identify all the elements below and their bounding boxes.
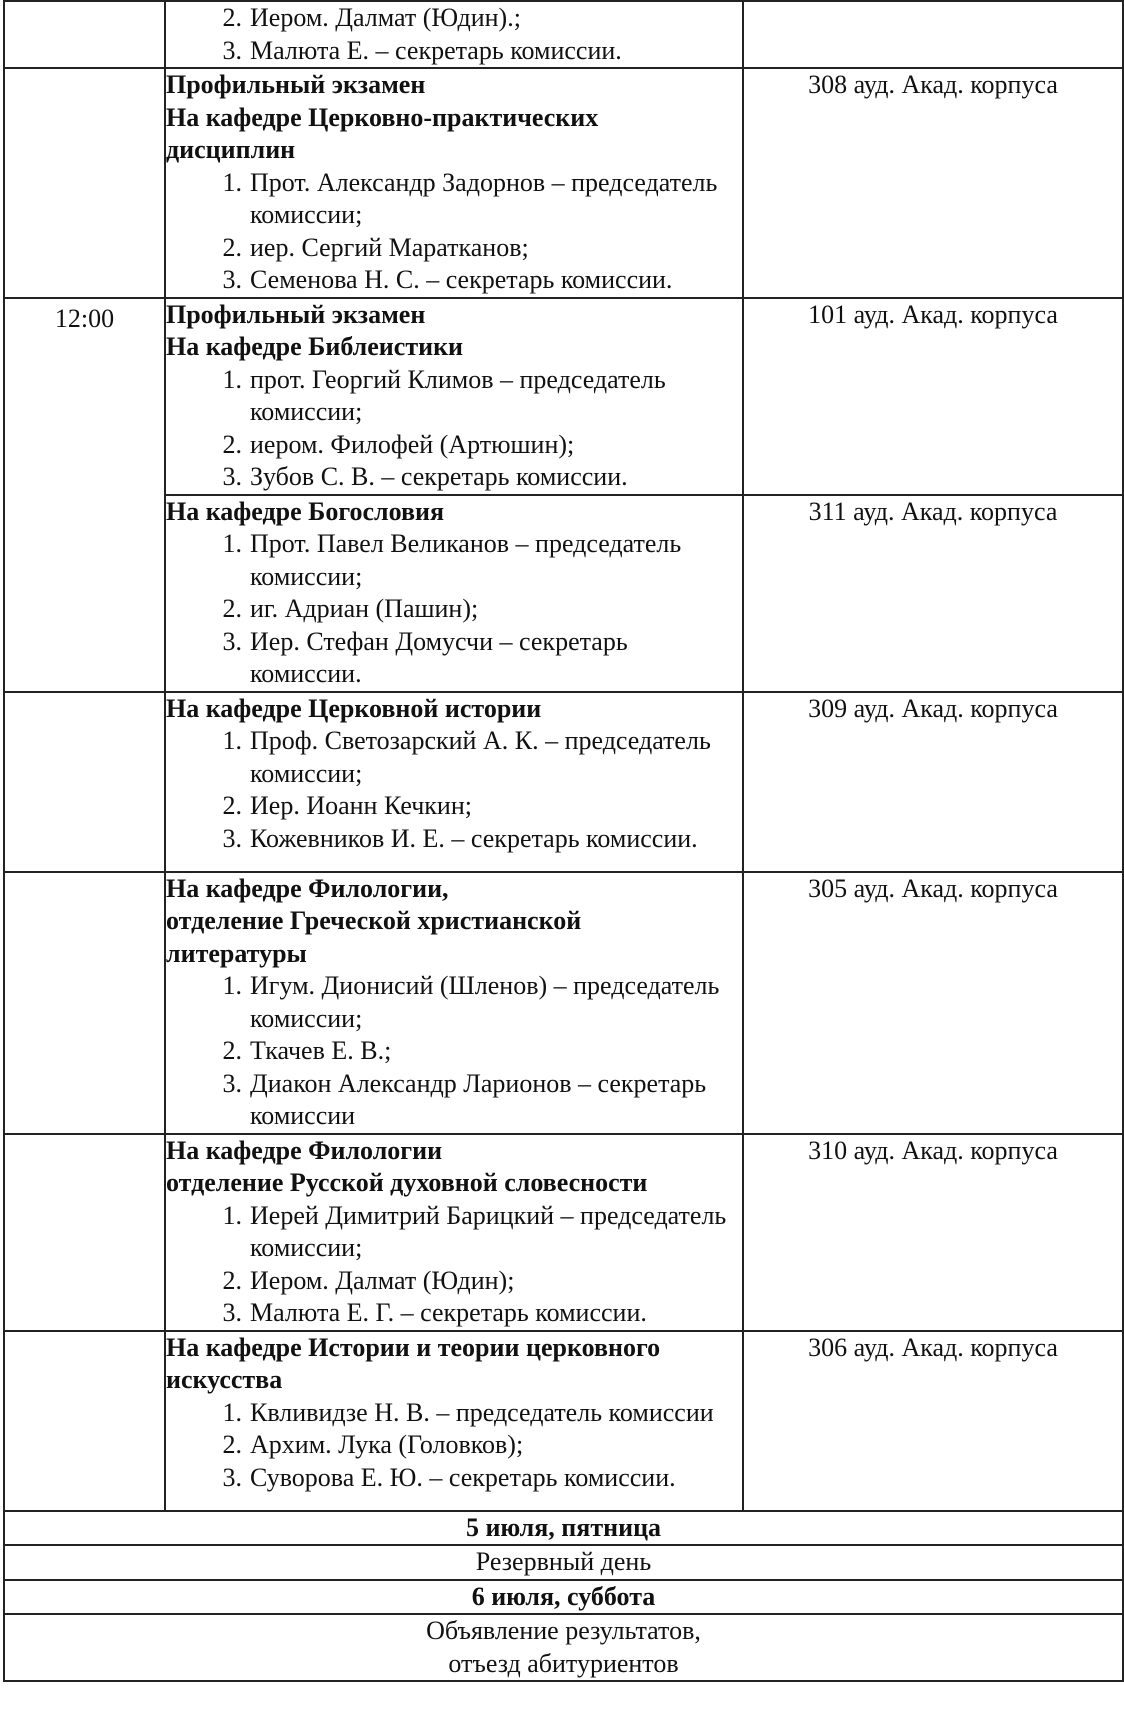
room-label: 306 ауд. Акад. корпуса <box>808 1332 1058 1362</box>
time-label <box>5 1135 164 1139</box>
member-list-item <box>166 725 742 790</box>
footer-line: 5 июля, пятница <box>465 1512 662 1542</box>
commission-heading-line: искусства <box>166 1365 283 1394</box>
room-label: 308 ауд. Акад. корпуса <box>808 70 1058 99</box>
member-number: 2. <box>222 3 242 32</box>
commission-cell <box>165 68 743 298</box>
member-number: 3. <box>222 462 242 491</box>
time-label: 12:00 <box>54 303 115 333</box>
commission-cell <box>165 495 743 692</box>
room-label: 305 ауд. Акад. корпуса <box>808 873 1058 903</box>
footer-row <box>4 1545 1123 1580</box>
footer-line: отъезд абитуриентов <box>448 1648 679 1678</box>
commission-cell <box>165 1331 743 1511</box>
room-label: 310 ауд. Акад. корпуса <box>808 1135 1058 1165</box>
time-cell <box>4 298 165 692</box>
schedule-body <box>4 1 1123 1681</box>
member-number: 2. <box>222 1036 242 1065</box>
footer-row <box>4 1614 1123 1681</box>
member-list-item <box>166 970 742 1035</box>
commission-heading-line: отделение Греческой христианской <box>166 906 582 935</box>
member-number: 2. <box>222 594 242 623</box>
member-number: 3. <box>222 823 242 853</box>
commission-heading-line: На кафедре Филологии <box>166 1135 443 1165</box>
member-list-item <box>166 1297 742 1330</box>
day-note <box>4 1545 1123 1580</box>
member-list-item <box>166 2 742 35</box>
member-list-item <box>166 1200 742 1265</box>
schedule-row <box>4 872 1123 1134</box>
room-cell <box>743 692 1123 872</box>
commission-heading-line: На кафедре Церковно-практических <box>166 102 599 132</box>
room-cell <box>743 872 1123 1134</box>
member-list-item <box>166 1035 742 1068</box>
time-cell <box>4 692 165 872</box>
member-list-item <box>166 1265 742 1298</box>
member-number: 3. <box>222 1462 242 1492</box>
member-name: Прот. Павел Великанов – председатель комиссии; <box>250 529 682 591</box>
member-list-item <box>166 167 742 232</box>
member-number: 2. <box>222 1430 242 1459</box>
schedule-row <box>4 298 1123 495</box>
room-cell <box>743 298 1123 495</box>
member-name: Прот. Александр Задорнов – председатель комиссии; <box>250 167 718 229</box>
time-label <box>5 1332 164 1336</box>
footer-line: 6 июля, суббота <box>471 1581 656 1611</box>
time-label <box>5 693 164 697</box>
commission-cell <box>165 1134 743 1331</box>
member-name: Иером. Далмат (Юдин).; <box>250 3 521 32</box>
member-name: Архим. Лука (Головков); <box>250 1430 524 1459</box>
member-list-item <box>166 232 742 265</box>
date-heading <box>4 1511 1123 1546</box>
time-cell <box>4 68 165 298</box>
schedule-row <box>4 692 1123 872</box>
member-list-item <box>166 429 742 462</box>
member-number: 3. <box>222 1068 242 1098</box>
member-name: иером. Филофей (Артюшин); <box>250 429 575 459</box>
member-list-item <box>166 1429 742 1462</box>
member-name: прот. Георгий Климов – председатель комиссии; <box>250 364 666 426</box>
member-list-item <box>166 528 742 593</box>
room-label: 309 ауд. Акад. корпуса <box>808 693 1058 723</box>
commission-cell <box>165 298 743 495</box>
time-label <box>5 69 164 73</box>
member-name: Квливидзе Н. В. – председатель комиссии <box>250 1397 714 1427</box>
member-number: 2. <box>222 232 242 262</box>
member-number: 2. <box>222 429 242 459</box>
member-name: Семенова Н. С. – секретарь комиссии. <box>250 265 673 294</box>
member-number: 1. <box>222 971 242 1000</box>
room-cell <box>743 1134 1123 1331</box>
member-number: 3. <box>222 626 242 656</box>
member-list-item <box>166 1462 742 1495</box>
member-name: иг. Адриан (Пашин); <box>250 594 479 623</box>
member-name: иер. Сергий Маратканов; <box>250 232 529 262</box>
member-name: Малюта Е. – секретарь комиссии. <box>250 35 622 65</box>
member-list-item <box>166 1397 742 1430</box>
schedule-row <box>4 1331 1123 1511</box>
commission-heading-line: На кафедре Богословия <box>166 496 445 526</box>
member-name: Иер. Стефан Домусчи – секретарь комиссии. <box>250 626 628 688</box>
room-cell <box>743 1331 1123 1511</box>
member-name: Малюта Е. Г. – секретарь комиссии. <box>250 1298 647 1327</box>
date-heading <box>4 1580 1123 1615</box>
room-cell <box>743 68 1123 298</box>
member-list-item <box>166 626 742 691</box>
time-label <box>5 2 164 6</box>
schedule-row <box>4 68 1123 298</box>
member-number: 1. <box>222 167 242 197</box>
member-name: Ткачев Е. В.; <box>250 1036 392 1065</box>
member-list-item <box>166 593 742 626</box>
time-cell <box>4 1331 165 1511</box>
commission-heading-line: На кафедре Филологии, <box>166 873 449 903</box>
room-cell <box>743 495 1123 692</box>
member-number: 3. <box>222 1298 242 1327</box>
commission-heading-line: На кафедре Церковной истории <box>166 693 542 723</box>
commission-cell <box>165 692 743 872</box>
commission-heading-line: дисциплин <box>166 135 296 164</box>
member-number: 1. <box>222 364 242 394</box>
member-number: 3. <box>222 35 242 65</box>
member-list-item <box>166 790 742 823</box>
schedule-row <box>4 1 1123 68</box>
room-cell <box>743 1 1123 68</box>
schedule-table <box>3 0 1124 1682</box>
schedule-row <box>4 495 1123 692</box>
member-list-item <box>166 264 742 297</box>
member-name: Диакон Александр Ларионов – секретарь комиссии <box>250 1068 707 1130</box>
footer-line: Объявление результатов, <box>426 1616 701 1645</box>
footer-line: Резервный день <box>475 1547 652 1576</box>
schedule-row <box>4 1134 1123 1331</box>
member-list-item <box>166 461 742 494</box>
footer-row <box>4 1511 1123 1546</box>
commission-heading-line: Профильный экзамен <box>166 299 426 329</box>
commission-heading-line: Профильный экзамен <box>166 70 426 99</box>
member-name: Иер. Иоанн Кечкин; <box>250 791 472 820</box>
member-number: 2. <box>222 791 242 820</box>
commission-heading-line: На кафедре Истории и теории церковного <box>166 1332 661 1362</box>
member-name: Иером. Далмат (Юдин); <box>250 1265 515 1295</box>
member-name: Кожевников И. Е. – секретарь комиссии. <box>250 823 698 853</box>
member-number: 1. <box>222 1397 242 1427</box>
time-cell <box>4 1 165 68</box>
member-name: Проф. Светозарский А. К. – председатель комиссии; <box>250 726 711 788</box>
time-cell <box>4 1134 165 1331</box>
member-number: 1. <box>222 1200 242 1230</box>
time-label <box>5 873 164 877</box>
member-name: Игум. Дионисий (Шленов) – председатель комиссии; <box>250 971 720 1033</box>
member-number: 1. <box>222 529 242 558</box>
commission-cell <box>165 872 743 1134</box>
member-list-item <box>166 1068 742 1133</box>
member-list-item <box>166 35 742 68</box>
time-cell <box>4 872 165 1134</box>
commission-heading-line: литературы <box>166 938 307 968</box>
member-name: Зубов С. В. – секретарь комиссии. <box>250 462 628 491</box>
commission-heading-line: отделение Русской духовной словесности <box>166 1168 648 1197</box>
member-list-item <box>166 823 742 856</box>
member-name: Иерей Димитрий Барицкий – председатель комиссии; <box>250 1200 727 1262</box>
room-label: 311 ауд. Акад. корпуса <box>808 496 1058 526</box>
member-number: 2. <box>222 1265 242 1295</box>
commission-heading-line: На кафедре Библеистики <box>166 332 464 361</box>
day-note <box>4 1614 1123 1681</box>
commission-cell <box>165 1 743 68</box>
member-number: 3. <box>222 265 242 294</box>
member-name: Суворова Е. Ю. – секретарь комиссии. <box>250 1462 676 1492</box>
member-list-item <box>166 364 742 429</box>
member-number: 1. <box>222 726 242 755</box>
room-label: 101 ауд. Акад. корпуса <box>808 299 1058 329</box>
footer-row <box>4 1580 1123 1615</box>
